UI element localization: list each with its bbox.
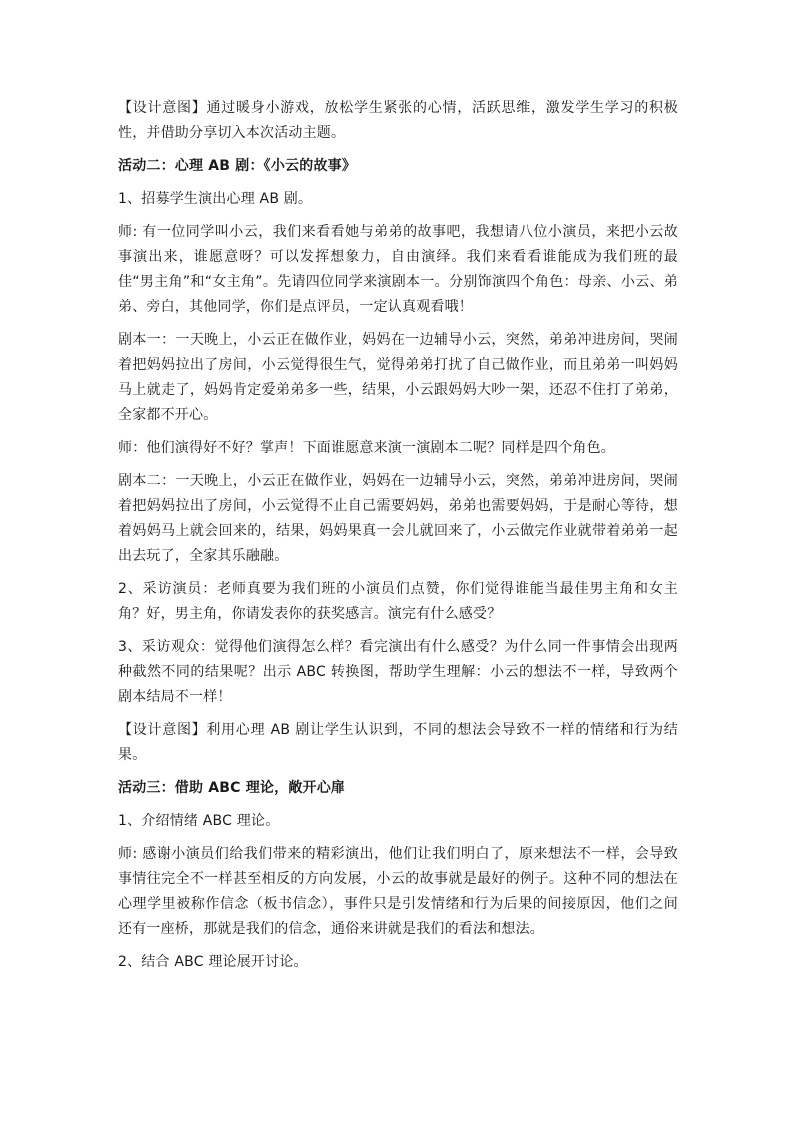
step-introduce-abc: 1、介绍情绪 ABC 理论。 (118, 813, 280, 829)
teacher-intro-paragraph: 师: 有一位同学叫小云，我们来看看她与弟弟的故事吧，我想请八位小演员，来把小云故事演出来，谁愿意呀？可以发挥想象力，自由演绎。我们来看看谁能成为我们班的最佳“男主角”和“女主角”。先请四位同学来演剧本一。分别饰演四个角色：母亲、小云、弟弟、旁白，其他同学，你们是点评员，一定认真观看哦！ (118, 224, 678, 315)
script-two-paragraph: 剧本二：一天晚上，小云正在做作业，妈妈在一边辅导小云，突然，弟弟冲进房间，哭闹着把妈妈拉出了房间，小云觉得不止自己需要妈妈，弟弟也需要妈妈，于是耐心等待，想着妈妈马上就会回来的，结果，妈妈果真一会儿就回来了，小云做完作业就带着弟弟一起出去玩了，全家其乐融融。 (118, 473, 678, 564)
design-intent-paragraph-1: 【设计意图】通过暖身小游戏，放松学生紧张的心情，活跃思维，激发学生学习的积极性，并借助分享切入本次活动主题。 (118, 100, 678, 141)
activity-three-heading: 活动三：借助 ABC 理论，敞开心扉 (118, 780, 346, 796)
design-intent-paragraph-2: 【设计意图】利用心理 AB 剧让学生认识到，不同的想法会导致不一样的情绪和行为结果。 (118, 722, 678, 763)
script-one-paragraph: 剧本一：一天晚上，小云正在做作业，妈妈在一边辅导小云，突然，弟弟冲进房间，哭闹着把妈妈拉出了房间，小云觉得很生气，觉得弟弟打扰了自己做作业，而且弟弟一叫妈妈马上就走了，妈妈肯定爱弟弟多一些，结果，小云跟妈妈大吵一架，还忍不住打了弟弟，全家都不开心。 (118, 332, 678, 423)
step-interview-audience: 3、采访观众：觉得他们演得怎么样？看完演出有什么感受？为什么同一件事情会出现两种截然不同的结果呢？出示 ABC 转换图，帮助学生理解：小云的想法不一样，导致两个剧本结局不一样！ (118, 639, 678, 705)
teacher-abc-paragraph: 师: 感谢小演员们给我们带来的精彩演出，他们让我们明白了，原来想法不一样，会导致事情往完全不一样甚至相反的方向发展，小云的故事就是最好的例子。这种不同的想法在心理学里被称作信念（板书信念），事件只是引发情绪和行为后果的间接原因，他们之间还有一座桥，那就是我们的信念，通俗来讲就是我们的看法和想法。 (118, 846, 678, 937)
document-page (118, 96, 678, 983)
activity-two-heading: 活动二：心理 AB 剧：《小云的故事》 (118, 158, 357, 174)
step-recruit-actors: 1、招募学生演出心理 AB 剧。 (118, 191, 313, 207)
step-abc-discussion: 2、结合 ABC 理论展开讨论。 (118, 954, 308, 970)
step-interview-actors: 2、采访演员：老师真要为我们班的小演员们点赞，你们觉得谁能当最佳男主角和女主角？好，男主角，你请发表你的获奖感言。演完有什么感受？ (118, 581, 678, 622)
teacher-transition-paragraph: 师：他们演得好不好？掌声！下面谁愿意来演一演剧本二呢？同样是四个角色。 (118, 440, 615, 456)
